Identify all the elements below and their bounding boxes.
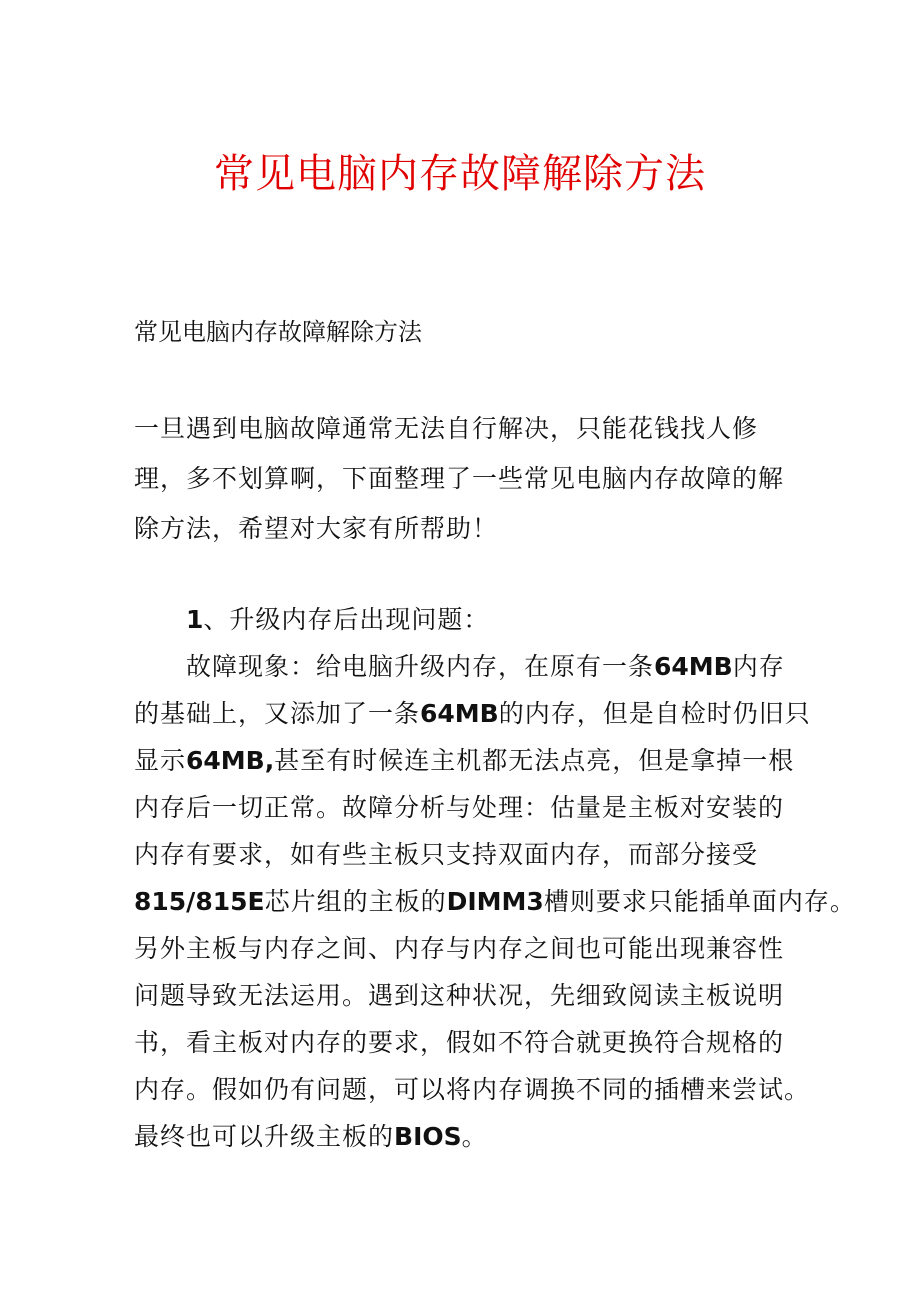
paragraph-line: 另外主板与内存之间、内存与内存之间也可能出现兼容性 xyxy=(134,934,785,963)
bold-run: DIMM3 xyxy=(446,887,544,916)
text-run: 甚至有时候连主机都无法点亮，但是拿掉一根 xyxy=(274,746,795,775)
intro-line: 理，多不划算啊，下面整理了一些常见电脑内存故障的解 xyxy=(134,464,785,493)
section-number: 1 xyxy=(186,605,204,634)
text-run: 最终也可以升级主板的 xyxy=(134,1122,395,1151)
bold-run: 64MB, xyxy=(186,746,275,775)
section-heading xyxy=(134,596,824,643)
text-run: 槽则要求只能插单面内存。 xyxy=(543,887,856,916)
paragraph-line xyxy=(134,737,824,784)
bold-run: BIOS xyxy=(394,1122,462,1151)
paragraph-line xyxy=(134,643,824,690)
text-run: 芯片组的主板的 xyxy=(264,887,447,916)
text-run: 显示 xyxy=(134,746,187,775)
paragraph-line xyxy=(134,878,856,925)
bold-run: 64MB xyxy=(420,699,499,728)
bold-run: 64MB xyxy=(654,652,733,681)
paragraph-line: 书，看主板对内存的要求，假如不符合就更换符合规格的 xyxy=(134,1028,785,1057)
section-heading-text: 、升级内存后出现问题： xyxy=(203,605,490,634)
text-run: 的基础上，又添加了一条 xyxy=(134,699,421,728)
paragraph-line xyxy=(134,1113,824,1160)
paragraph-line: 内存。假如仍有问题，可以将内存调换不同的插槽来尝试。 xyxy=(134,1075,811,1104)
text-run: 内存 xyxy=(732,652,785,681)
intro-line: 一旦遇到电脑故障通常无法自行解决，只能花钱找人修 xyxy=(134,414,759,443)
paragraph-line: 内存有要求，如有些主板只支持双面内存，而部分接受 xyxy=(134,840,759,869)
text-run: 故障现象：给电脑升级内存，在原有一条 xyxy=(186,652,655,681)
intro-line: 除方法，希望对大家有所帮助！ xyxy=(134,514,499,543)
document-title: 常见电脑内存故障解除方法 xyxy=(214,151,706,197)
text-run: 的内存，但是自检时仍旧只 xyxy=(498,699,811,728)
bold-run: 815/815E xyxy=(134,887,265,916)
document-subtitle: 常见电脑内存故障解除方法 xyxy=(134,318,422,346)
paragraph-line: 问题导致无法运用。遇到这种状况，先细致阅读主板说明 xyxy=(134,981,785,1010)
text-run: 。 xyxy=(461,1122,488,1151)
section-1 xyxy=(134,596,856,1160)
paragraph-line xyxy=(134,690,824,737)
paragraph-line: 内存后一切正常。故障分析与处理：估量是主板对安装的 xyxy=(134,793,785,822)
intro-paragraph xyxy=(134,404,824,554)
